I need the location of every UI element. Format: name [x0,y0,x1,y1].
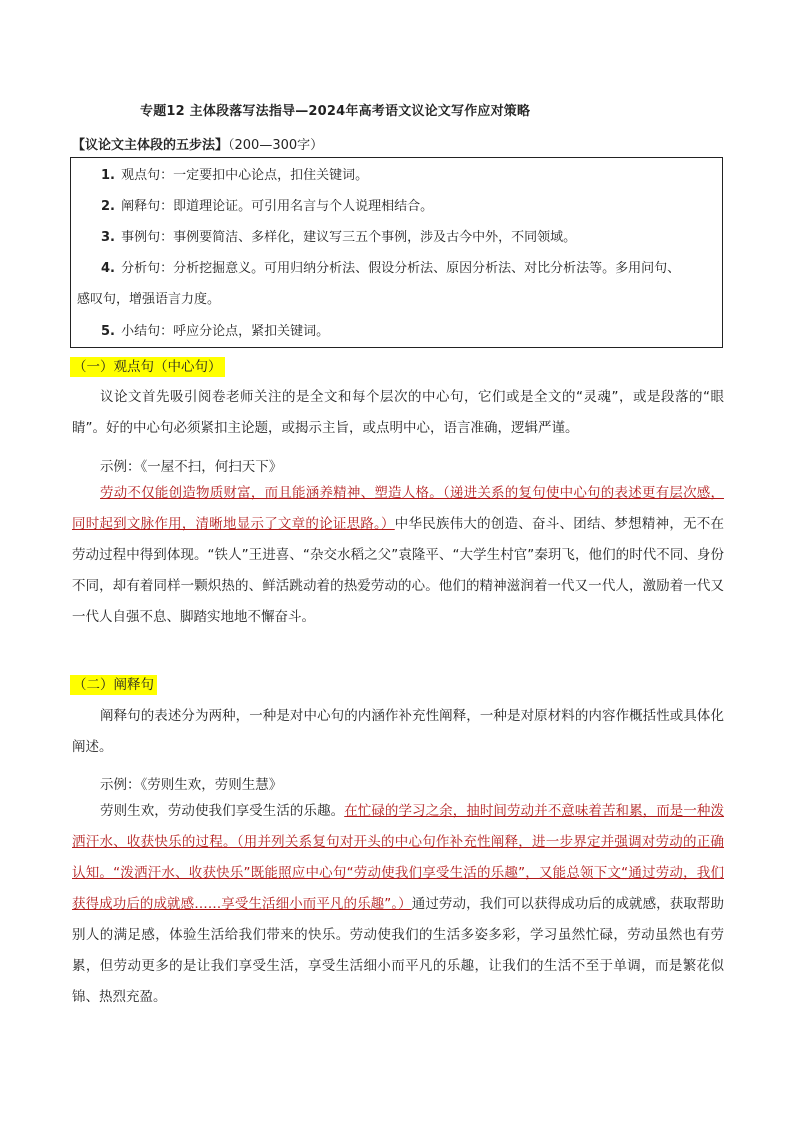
five-step-heading-bold: 【议论文主体段的五步法】 [72,138,229,153]
part2-example-body: 通过劳动，我们可以获得成功后的成就感，获取帮助别人的满足感，体验生活给我们带来的快乐。劳动使我们的生活多姿多彩，学习虽然忙碌，劳动虽然也有劳累，但劳动更多的是让我们享受生活，享受生活细小而平凡的乐趣，让我们的生活不至于单调，而是繁花似锦、热烈充盈。 [72,896,725,1005]
five-step-heading-wordcount: （200—300字） [228,138,324,153]
part1-example-paragraph [72,478,724,633]
part2-example-paragraph [72,796,724,1013]
step-item: 2. 阐释句：即道理论证。可引用名言与个人说理相结合。 [101,199,434,214]
part2-example-highlight: 在忙碌的学习之余，抽时间劳动并不意味着苦和累，而是一种泼洒汗水、收获快乐的过程。（用并列关系复句对开头的中心句作补充性阐释，进一步界定并强调对劳动的正确认知。“泼洒汗水、收获快乐”既能照应中心句“劳动使我们享受生活的乐趣”，又能总领下文“通过劳动，我们获得成功后的成就感……享受生活细小而平凡的乐趣”。） [72,803,725,912]
step-item-continuation: 感叹句，增强语言力度。 [77,292,221,307]
part1-heading: （一）观点句（中心句） [70,357,225,377]
step-item: 3. 事例句：事例要简洁、多样化，建议写三五个事例，涉及古今中外，不同领域。 [101,230,577,245]
step-item: 1. 观点句：一定要扣中心论点，扣住关键词。 [101,168,369,183]
part2-intro: 阐释句的表述分为两种，一种是对中心句的内涵作补充性阐释，一种是对原材料的内容作概括性或具体化阐述。 [72,708,724,755]
part2-example-start: 劳则生欢，劳动使我们享受生活的乐趣。 [100,803,345,819]
part1-example-highlight: 劳动不仅能创造物质财富，而且能涵养精神、塑造人格。（递进关系的复句使中心句的表述更有层次感，同时起到文脉作用，清晰地显示了文章的论证思路。） [72,485,724,532]
step-item: 4. 分析句：分析挖掘意义。可用归纳分析法、假设分析法、原因分析法、对比分析法等。多用问句、 [101,261,681,276]
five-step-heading [72,134,323,153]
five-step-box [70,157,723,348]
document-title: 专题12 主体段落写法指导—2024年高考语文议论文写作应对策略 [140,104,531,119]
step-item: 5. 小结句：呼应分论点，紧扣关键词。 [101,324,330,339]
part1-intro: 议论文首先吸引阅卷老师关注的是全文和每个层次的中心句，它们或是全文的“灵魂”，或是段落的“眼睛”。好的中心句必须紧扣主论题，或揭示主旨，或点明中心，语言准确，逻辑严谨。 [72,389,724,436]
part2-example-label: 示例：《劳则生欢，劳则生慧》 [100,777,283,793]
part2-heading: （二）阐释句 [70,675,157,695]
part1-example-body: 中华民族伟大的创造、奋斗、团结、梦想精神，无不在劳动过程中得到体现。“铁人”王进喜、“杂交水稻之父”袁隆平、“大学生村官”秦玥飞，他们的时代不同、身份不同，却有着同样一颗炽热的、鲜活跳动着的热爱劳动的心。他们的精神滋润着一代又一代人，激励着一代又一代人自强不息、脚踏实地地不懈奋斗。 [72,516,725,625]
part1-example-label: 示例：《一屋不扫，何扫天下》 [100,459,283,475]
